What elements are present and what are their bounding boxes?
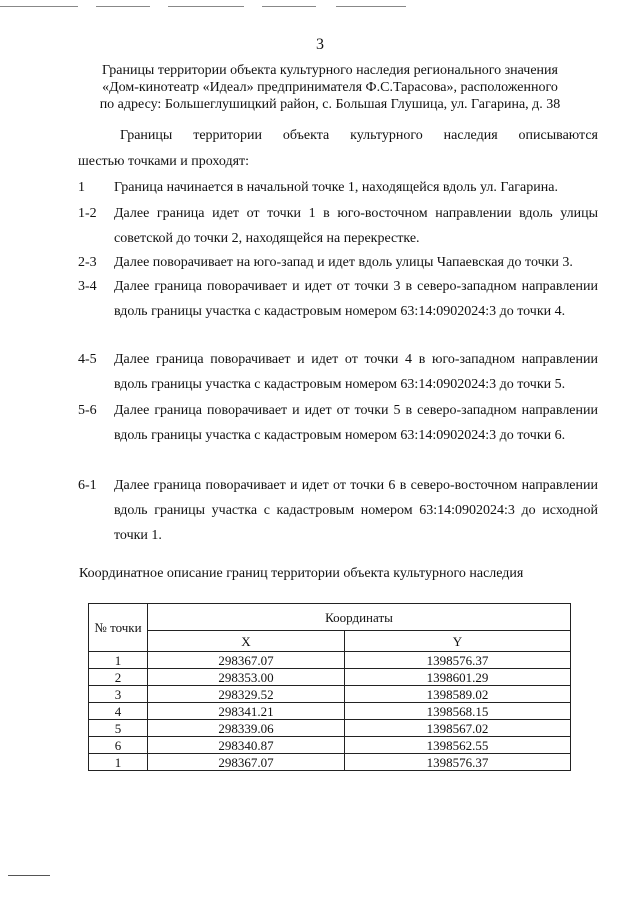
table-row [89, 737, 571, 754]
segment-code: 6-1 [78, 478, 97, 493]
heading-line: по адресу: Большеглушицкий район, с. Большая Глушица, ул. Гагарина, д. 38 [99, 97, 561, 112]
segment-text: Далее граница поворачивает и идет от точки 5 в северо-западном направлении вдоль границы участка с кадастровым номером 63:14:0902024:3 до точки 6. [114, 403, 598, 443]
intro-line: Границы территории объекта культурного наследия описываются [120, 128, 598, 143]
x-cell: 298367.07 [148, 754, 345, 771]
segment-text: Далее граница поворачивает и идет от точки 3 в северо-западном направлении вдоль границы участка с кадастровым номером 63:14:0902024:3 до точки 4. [114, 279, 598, 319]
x-cell: 298339.06 [148, 720, 345, 737]
segment-text: Далее граница идет от точки 1 в юго-восточном направлении вдоль улицы советской до точки 2, находящейся на перекрестке. [114, 206, 598, 246]
segment-code: 1-2 [78, 206, 97, 221]
boundary-segment [78, 175, 598, 200]
point-cell: 6 [89, 737, 148, 754]
scan-edge-line [0, 6, 78, 7]
heading-line: Границы территории объекта культурного наследия регионального значения [102, 63, 558, 78]
y-cell: 1398576.37 [345, 754, 571, 771]
page-number: 3 [316, 36, 324, 53]
intro-line: шестью точками и проходят: [78, 154, 250, 169]
y-cell: 1398589.02 [345, 686, 571, 703]
x-cell: 298353.00 [148, 669, 345, 686]
document-heading [70, 62, 590, 113]
segment-text: Далее поворачивает на юго-запад и идет вдоль улицы Чапаевская до точки 3. [114, 255, 573, 270]
boundary-segment [78, 473, 598, 548]
segment-text: Граница начинается в начальной точке 1, находящейся вдоль ул. Гагарина. [114, 180, 558, 195]
point-column-header: № точки [89, 604, 148, 652]
heading-line: «Дом-кинотеатр «Идеал» предпринимателя Ф.С.Тарасова», расположенного [102, 80, 558, 95]
y-column-header: Y [345, 631, 571, 652]
boundary-segment [78, 274, 598, 324]
segment-code: 3-4 [78, 279, 97, 294]
boundary-segment [78, 398, 598, 448]
point-cell: 3 [89, 686, 148, 703]
scan-edge-line [168, 6, 244, 7]
table-caption: Координатное описание границ территории объекта культурного наследия [79, 566, 524, 581]
intro-paragraph [78, 123, 598, 175]
point-cell: 1 [89, 652, 148, 669]
segment-text: Далее граница поворачивает и идет от точки 4 в юго-западном направлении вдоль границы участка с кадастровым номером 63:14:0902024:3 до точки 5. [114, 352, 598, 392]
segment-code: 2-3 [78, 255, 97, 270]
coordinates-header: Координаты [148, 604, 571, 631]
x-cell: 298329.52 [148, 686, 345, 703]
point-cell: 4 [89, 703, 148, 720]
x-column-header: X [148, 631, 345, 652]
segment-code: 1 [78, 180, 85, 195]
segment-code: 4-5 [78, 352, 97, 367]
boundary-segment [78, 347, 598, 397]
y-cell: 1398567.02 [345, 720, 571, 737]
table-row [89, 720, 571, 737]
segment-code: 5-6 [78, 403, 97, 418]
x-cell: 298367.07 [148, 652, 345, 669]
point-cell: 5 [89, 720, 148, 737]
scan-edge-line [336, 6, 406, 7]
x-cell: 298340.87 [148, 737, 345, 754]
table-row [89, 686, 571, 703]
table-row [89, 669, 571, 686]
table-row [89, 652, 571, 669]
point-cell: 1 [89, 754, 148, 771]
y-cell: 1398576.37 [345, 652, 571, 669]
table-row [89, 754, 571, 771]
coordinates-table [88, 603, 571, 771]
boundary-segment [78, 201, 598, 251]
segment-text: Далее граница поворачивает и идет от точки 6 в северо-восточном направлении вдоль границы участка с кадастровым номером 63:14:0902024:3 до исходной точки 1. [114, 478, 598, 543]
x-cell: 298341.21 [148, 703, 345, 720]
y-cell: 1398601.29 [345, 669, 571, 686]
table-row [89, 703, 571, 720]
y-cell: 1398562.55 [345, 737, 571, 754]
scan-edge-line [8, 875, 50, 876]
y-cell: 1398568.15 [345, 703, 571, 720]
scan-edge-line [96, 6, 150, 7]
point-cell: 2 [89, 669, 148, 686]
scan-edge-line [262, 6, 316, 7]
boundary-segment [78, 250, 598, 275]
